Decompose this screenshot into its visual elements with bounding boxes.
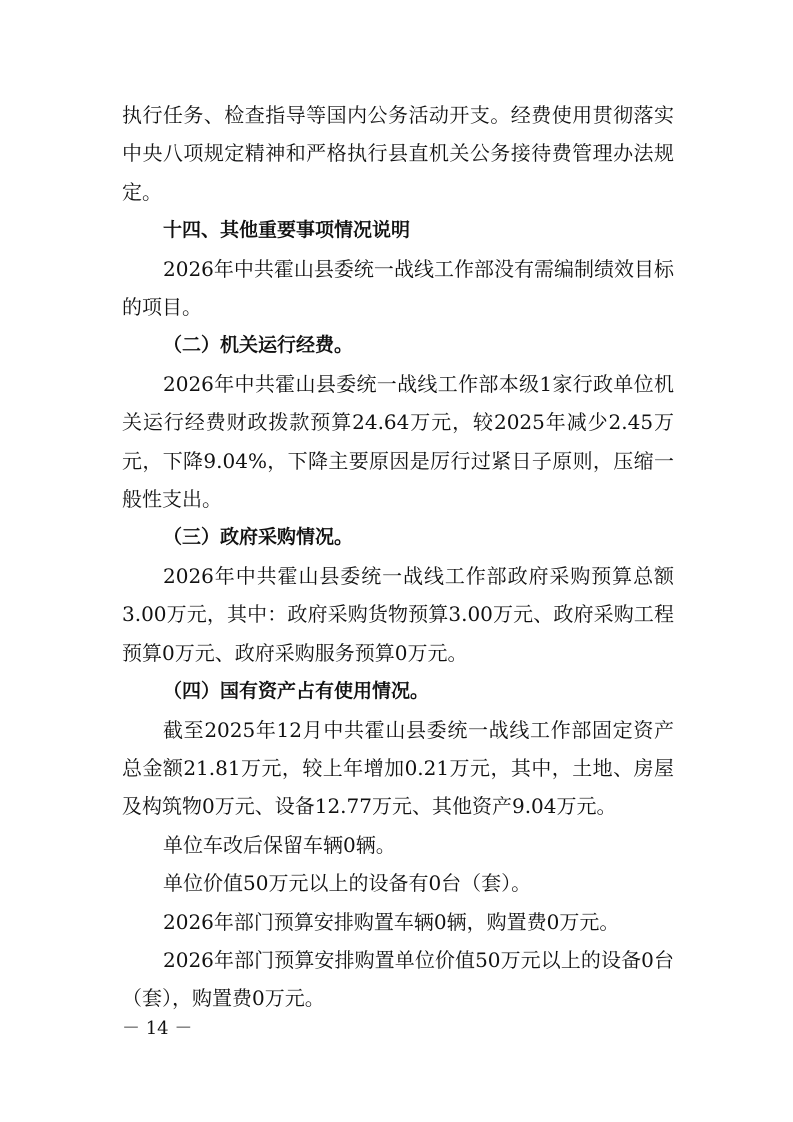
paragraph-state-assets: 截至2025年12月中共霍山县委统一战线工作部固定资产总金额21.81万元，较上年增加0.21万元，其中，土地、房屋及构筑物0万元、设备12.77万元、其他资产9.04万元。 (122, 717, 674, 819)
paragraph-performance-targets: 2026年中共霍山县委统一战线工作部没有需编制绩效目标的项目。 (122, 256, 674, 320)
paragraph-equipment-purchase: 2026年部门预算安排购置单位价值50万元以上的设备0台（套），购置费0万元。 (122, 947, 674, 1011)
document-body (122, 96, 674, 1018)
subheading-government-procurement: （三）政府采购情况。 (163, 526, 354, 549)
paragraph-equipment-over-50: 单位价值50万元以上的设备有0台（套）。 (163, 871, 532, 896)
section-heading-14: 十四、其他重要事项情况说明 (163, 219, 411, 242)
subheading-state-assets: （四）国有资产占有使用情况。 (163, 680, 430, 703)
paragraph-operating-expenses: 2026年中共霍山县委统一战线工作部本级1家行政单位机关运行经费财政拨款预算24.64万元，较2025年减少2.45万元，下降9.04%，下降主要原因是厉行过紧日子原则，压缩一般性支出。 (122, 371, 674, 512)
paragraph-continuation: 执行任务、检查指导等国内公务活动开支。经费使用贯彻落实中央八项规定精神和严格执行县直机关公务接待费管理办法规定。 (122, 103, 674, 204)
paragraph-government-procurement: 2026年中共霍山县委统一战线工作部政府采购预算总额3.00万元，其中：政府采购货物预算3.00万元、政府采购工程预算0万元、政府采购服务预算0万元。 (122, 563, 674, 665)
paragraph-vehicles-retained: 单位车改后保留车辆0辆。 (163, 832, 396, 857)
page-number: － 14 － (122, 1018, 193, 1039)
subheading-operating-expenses: （二）机关运行经费。 (163, 334, 354, 357)
paragraph-vehicle-purchase: 2026年部门预算安排购置车辆0辆，购置费0万元。 (163, 909, 620, 934)
